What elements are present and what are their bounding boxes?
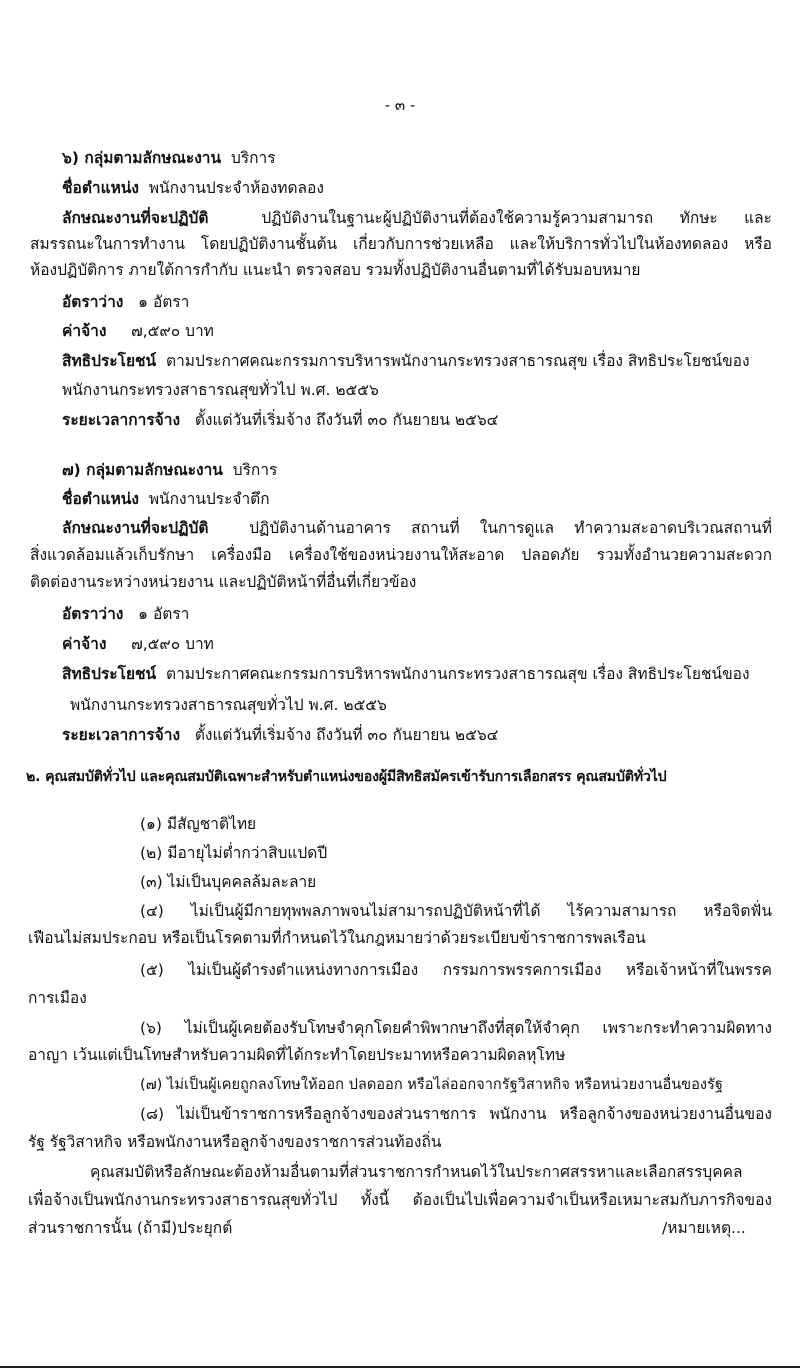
page-number: - ๓ -	[384, 96, 416, 114]
section-7-benefit-line1	[62, 664, 750, 684]
qualification-item-4-line1: (๔) ไม่เป็นผู้มีกายทุพพลภาพจนไม่สามารถปฏิบัติหน้าที่ได้ ไร้ความสามารถ หรือจิตฟั่น	[140, 902, 772, 920]
section-6-group-label: ๖) กลุ่มตามลักษณะงาน	[62, 149, 222, 167]
section-6-term	[62, 410, 498, 430]
continuation-note: /หมายเหตุ...	[662, 1219, 746, 1237]
section-7-benefit-text1: ตามประกาศคณะกรรมการบริหารพนักงานกระทรวงสาธารณสุข เรื่อง สิทธิประโยชน์ของ	[166, 665, 750, 683]
section-7-duty-line1	[62, 518, 772, 538]
section-7-position-value: พนักงานประจำตึก	[148, 490, 270, 508]
other-qualifications-line3: ส่วนราชการนั้น (ถ้ามี)ประยุกต์	[28, 1219, 233, 1237]
section-6-wage-value: ๗,๕๙๐ บาท	[131, 322, 214, 340]
section-6-vacancy	[62, 292, 189, 312]
section-7-duty-line2: สิ่งแวดล้อมแล้วเก็บรักษา เครื่องมือ เครื่องใช้ของหน่วยงานให้สะอาด ปลอดภัย รวมทั้งอำนวยความสะดวก	[30, 546, 772, 564]
section-7-term-value: ตั้งแต่วันที่เริ่มจ้าง ถึงวันที่ ๓๐ กันยายน ๒๕๖๔	[194, 726, 499, 744]
section-7-position	[62, 489, 270, 509]
qualification-item-2: (๒) มีอายุไม่ต่ำกว่าสิบแปดปี	[140, 844, 328, 862]
section-6-benefit-text1: ตามประกาศคณะกรรมการบริหารพนักงานกระทรวงสาธารณสุข เรื่อง สิทธิประโยชน์ของ	[166, 352, 750, 370]
qualification-item-6-line2: อาญา เว้นแต่เป็นโทษสำหรับความผิดที่ได้กระทำโดยประมาทหรือความผิดลหุโทษ	[28, 1046, 566, 1064]
section-6-position	[62, 178, 324, 198]
section-6-benefit-line2: พนักงานกระทรวงสาธารณสุขทั่วไป พ.ศ. ๒๕๕๖	[62, 381, 379, 399]
section-7-benefit-line2: พนักงานกระทรวงสาธารณสุขทั่วไป พ.ศ. ๒๕๕๖	[70, 696, 387, 714]
section-6-duty-line1	[62, 208, 772, 228]
section-7-wage-label: ค่าจ้าง	[62, 635, 107, 653]
section-6-benefit-label: สิทธิประโยชน์	[62, 352, 157, 370]
section-6-position-value: พนักงานประจำห้องทดลอง	[148, 179, 324, 197]
section-6-wage-label: ค่าจ้าง	[62, 322, 107, 340]
section-7-position-label: ชื่อตำแหน่ง	[62, 490, 139, 508]
section-6-group-value: บริการ	[230, 149, 276, 167]
qualification-item-5-line2: การเมือง	[28, 989, 87, 1007]
section-6-duty-label: ลักษณะงานที่จะปฏิบัติ	[62, 209, 209, 227]
section-7-vacancy-value: ๑ อัตรา	[138, 605, 190, 623]
section-7-benefit-label: สิทธิประโยชน์	[62, 665, 157, 683]
section-7-term	[62, 725, 498, 745]
qualification-item-8-line1: (๘) ไม่เป็นข้าราชการหรือลูกจ้างของส่วนราชการ พนักงาน หรือลูกจ้างของหน่วยงานอื่นของ	[140, 1105, 772, 1123]
qualification-item-7: (๗) ไม่เป็นผู้เคยถูกลงโทษให้ออก ปลดออก หรือไล่ออกจากรัฐวิสาหกิจ หรือหน่วยงานอื่นของรัฐ	[140, 1076, 723, 1093]
qualification-item-8-line2: รัฐ รัฐวิสาหกิจ หรือพนักงานหรือลูกจ้างของราชการส่วนท้องถิ่น	[28, 1133, 442, 1151]
section-6-duty-text1: ปฏิบัติงานในฐานะผู้ปฏิบัติงานที่ต้องใช้ความรู้ความสามารถ ทักษะ และ	[261, 209, 772, 227]
qualifications-heading: ๒. คุณสมบัติทั่วไป และคุณสมบัติเฉพาะสำหรับตำแหน่งของผู้มีสิทธิสมัครเข้ารับการเลือกสรร คุณสมบัติทั่วไป	[26, 769, 667, 785]
section-7-term-label: ระยะเวลาการจ้าง	[62, 726, 181, 744]
qualification-item-4-line2: เฟือนไม่สมประกอบ หรือเป็นโรคตามที่กำหนดไว้ในกฎหมายว่าด้วยระเบียบข้าราชการพลเรือน	[28, 929, 646, 947]
section-6-vacancy-value: ๑ อัตรา	[138, 293, 190, 311]
section-6-group	[62, 148, 276, 168]
other-qualifications-line1: คุณสมบัติหรือลักษณะต้องห้ามอื่นตามที่ส่วนราชการกำหนดไว้ในประกาศสรรหาและเลือกสรรบุคคล	[90, 1163, 743, 1181]
section-7-duty-text1: ปฏิบัติงานด้านอาคาร สถานที่ ในการดูแล ทำความสะอาดบริเวณสถานที่	[249, 519, 772, 537]
qualification-item-5-line1: (๕) ไม่เป็นผู้ดำรงตำแหน่งทางการเมือง กรรมการพรรคการเมือง หรือเจ้าหน้าที่ในพรรค	[140, 961, 772, 979]
section-7-group	[62, 460, 277, 480]
qualification-item-1: (๑) มีสัญชาติไทย	[140, 815, 257, 833]
section-6-term-label: ระยะเวลาการจ้าง	[62, 411, 181, 429]
section-6-duty-line3: ห้องปฏิบัติการ ภายใต้การกำกับ แนะนำ ตรวจสอบ รวมทั้งปฏิบัติงานอื่นตามที่ได้รับมอบหมาย	[30, 261, 641, 279]
section-7-wage-value: ๗,๕๙๐ บาท	[131, 635, 214, 653]
section-7-wage	[62, 634, 214, 654]
section-7-group-value: บริการ	[232, 461, 278, 479]
section-7-group-label: ๗) กลุ่มตามลักษณะงาน	[62, 461, 223, 479]
section-7-duty-label: ลักษณะงานที่จะปฏิบัติ	[62, 519, 209, 537]
qualification-item-6-line1: (๖) ไม่เป็นผู้เคยต้องรับโทษจำคุกโดยคำพิพากษาถึงที่สุดให้จำคุก เพราะกระทำความผิดทาง	[140, 1019, 772, 1037]
section-6-vacancy-label: อัตราว่าง	[62, 293, 124, 311]
section-6-term-value: ตั้งแต่วันที่เริ่มจ้าง ถึงวันที่ ๓๐ กันยายน ๒๕๖๔	[194, 411, 499, 429]
other-qualifications-line2: เพื่อจ้างเป็นพนักงานกระทรวงสาธารณสุขทั่วไป ทั้งนี้ ต้องเป็นไปเพื่อความจำเป็นหรือเหมาะสมกับภารกิจของ	[28, 1191, 772, 1209]
section-6-position-label: ชื่อตำแหน่ง	[62, 179, 139, 197]
qualification-item-3: (๓) ไม่เป็นบุคคลล้มละลาย	[140, 873, 317, 891]
section-7-vacancy	[62, 604, 189, 624]
section-7-duty-line3: ติดต่องานระหว่างหน่วยงาน และปฏิบัติหน้าที่อื่นที่เกี่ยวข้อง	[30, 573, 417, 591]
section-6-wage	[62, 321, 214, 341]
section-7-vacancy-label: อัตราว่าง	[62, 605, 124, 623]
bottom-border-line	[0, 1366, 800, 1368]
section-6-benefit-line1	[62, 351, 750, 371]
section-6-duty-line2: สมรรถนะในการทำงาน โดยปฏิบัติงานชั้นต้น เกี่ยวกับการช่วยเหลือ และให้บริการทั่วไปในห้องทดลอง หรือ	[30, 235, 772, 253]
